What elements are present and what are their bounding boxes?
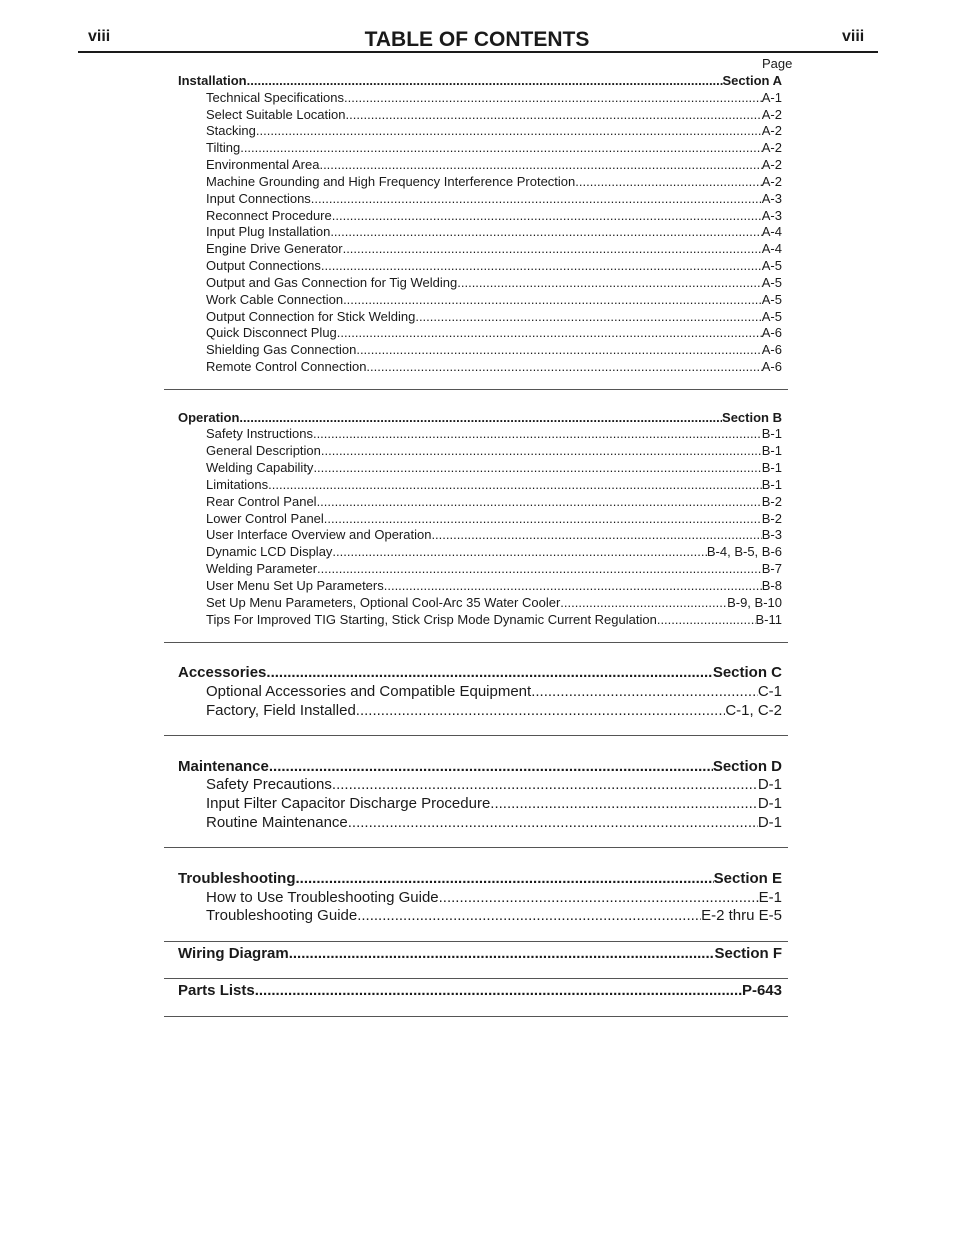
toc-page: A-1 [761,90,782,105]
dot-leader [240,140,762,155]
toc-label: Output and Gas Connection for Tig Welding [206,275,458,290]
toc-item[interactable] [206,174,782,189]
toc-label: Machine Grounding and High Frequency Interference Protection [206,174,576,189]
toc-label: Engine Drive Generator [206,241,343,256]
toc-item[interactable] [206,776,782,793]
toc-item[interactable] [206,511,782,526]
dot-leader [457,275,762,290]
toc-item[interactable] [206,561,782,576]
section-divider [164,941,788,942]
toc-page: A-2 [761,107,782,122]
dot-leader [269,758,713,775]
section-divider [164,1016,788,1017]
dot-leader [311,191,762,206]
dot-leader [366,359,761,374]
toc-page: B-1 [761,443,782,458]
toc-page: A-5 [761,309,782,324]
toc-item[interactable] [206,258,782,273]
dot-leader [415,309,761,324]
dot-leader [268,477,762,492]
toc-label: Lower Control Panel [206,511,324,526]
toc-item[interactable] [206,814,782,831]
toc-label: Shielding Gas Connection [206,342,357,357]
toc-page: B-8 [761,578,782,593]
toc-item[interactable] [206,359,782,374]
toc-label: Tilting [206,140,241,155]
toc-page: B-4, B-5, B-6 [706,544,782,559]
toc-label: Reconnect Procedure [206,208,332,223]
toc-label: Operation [178,410,240,425]
toc-section-parts-lists[interactable] [178,982,782,999]
dot-leader [356,702,726,719]
toc-label: User Menu Set Up Parameters [206,578,384,593]
dot-leader [332,776,758,793]
page-number-right: viii [842,28,865,45]
toc-page: A-6 [761,325,782,340]
dot-leader [348,814,758,831]
dot-leader [324,511,762,526]
toc-page: A-2 [761,174,782,189]
toc-label: Factory, Field Installed [206,702,356,719]
toc-label: Parts Lists [178,982,255,999]
toc-label: Output Connections [206,258,321,273]
toc-label: Welding Capability [206,460,314,475]
toc-item[interactable] [206,426,782,441]
toc-label: User Interface Overview and Operation [206,527,432,542]
toc-page: B-1 [761,460,782,475]
dot-leader [330,224,761,239]
page-number-left: viii [88,28,111,45]
toc-page: Section C [712,664,782,681]
dot-leader [332,544,706,559]
toc-item[interactable] [206,292,782,307]
toc-item[interactable] [206,494,782,509]
toc-page: Section E [713,870,782,887]
toc-section-installation[interactable] [178,73,782,88]
toc-item[interactable] [206,241,782,256]
toc-page: A-5 [761,292,782,307]
toc-label: Input Filter Capacitor Discharge Procedure [206,795,491,812]
dot-leader [344,90,762,105]
dot-leader [332,208,762,223]
toc-page: B-7 [761,561,782,576]
toc-page: B-3 [761,527,782,542]
toc-label: Optional Accessories and Compatible Equipment [206,683,532,700]
toc-item[interactable] [206,208,782,223]
dot-leader [239,410,722,425]
toc-item[interactable] [206,595,782,610]
dot-leader [337,325,762,340]
dot-leader [256,123,762,138]
dot-leader [289,945,715,962]
dot-leader [321,443,762,458]
toc-label: Select Suitable Location [206,107,346,122]
toc-section-troubleshooting[interactable] [178,870,782,887]
toc-item[interactable] [206,275,782,290]
toc-label: Stacking [206,123,256,138]
toc-page: A-4 [761,241,782,256]
dot-leader [255,982,742,999]
toc-label: Set Up Menu Parameters, Optional Cool-Arc 35 Water Cooler [206,595,561,610]
toc-page: B-11 [755,612,782,627]
toc-item[interactable] [206,443,782,458]
toc-item[interactable] [206,90,782,105]
dot-leader [384,578,762,593]
toc-label: Safety Instructions [206,426,313,441]
toc-label: Installation [178,73,247,88]
toc-section-wiring-diagram[interactable] [178,945,782,962]
toc-page: Section B [722,410,782,425]
toc-item[interactable] [206,612,782,627]
toc-item[interactable] [206,140,782,155]
toc-label: Welding Parameter [206,561,318,576]
dot-leader [575,174,761,189]
dot-leader [317,561,762,576]
dot-leader [343,241,762,256]
toc-page: D-1 [757,776,782,793]
toc-label: Technical Specifications [206,90,345,105]
toc-label: Maintenance [178,758,269,775]
toc-page: B-1 [761,426,782,441]
toc-label: Tips For Improved TIG Starting, Stick Crisp Mode Dynamic Current Regulation [206,612,657,627]
toc-item[interactable] [206,702,782,719]
dot-leader [490,795,758,812]
page-column-label: Page [762,56,793,71]
toc-label: Wiring Diagram [178,945,289,962]
toc-page: A-6 [761,342,782,357]
toc-page: B-9, B-10 [727,595,782,610]
toc-label: Input Plug Installation [206,224,331,239]
toc-label: Quick Disconnect Plug [206,325,337,340]
dot-leader [321,258,762,273]
toc-item[interactable] [206,683,782,700]
toc-page: A-6 [761,359,782,374]
toc-item[interactable] [206,325,782,340]
toc-item[interactable] [206,191,782,206]
toc-item[interactable] [206,309,782,324]
toc-item[interactable] [206,460,782,475]
toc-page: A-4 [761,224,782,239]
dot-leader [657,612,756,627]
toc-page: A-2 [761,140,782,155]
toc-page: A-2 [761,157,782,172]
toc-item[interactable] [206,795,782,812]
dot-leader [319,157,761,172]
toc-item[interactable] [206,578,782,593]
toc-page: A-2 [761,123,782,138]
toc-label: Dynamic LCD Display [206,544,333,559]
toc-label: Limitations [206,477,269,492]
page-title: TABLE OF CONTENTS [364,28,590,51]
toc-item[interactable] [206,527,782,542]
toc-page: D-1 [757,814,782,831]
dot-leader [343,292,762,307]
dot-leader [266,664,712,681]
toc-page: B-2 [761,494,782,509]
dot-leader [296,870,714,887]
toc-section-accessories[interactable] [178,664,782,681]
toc-item[interactable] [206,224,782,239]
toc-label: Routine Maintenance [206,814,348,831]
toc-page: B-2 [761,511,782,526]
toc-page: P-643 [741,982,782,999]
section-divider [164,642,788,643]
toc-label: Environmental Area [206,157,320,172]
toc-page: E-1 [758,889,782,906]
toc-page: Section A [722,73,782,88]
toc-label: Troubleshooting Guide [206,907,358,924]
dot-leader [317,494,762,509]
toc-item[interactable] [206,157,782,172]
dot-leader [431,527,761,542]
toc-page: A-5 [761,258,782,273]
toc-page: C-1, C-2 [725,702,782,719]
toc-item[interactable] [206,889,782,906]
toc-label: Accessories [178,664,267,681]
toc-item[interactable] [206,107,782,122]
toc-page: A-3 [761,208,782,223]
dot-leader [313,426,762,441]
toc-label: General Description [206,443,321,458]
toc-section-operation[interactable] [178,410,782,425]
toc-page: E-2 thru E-5 [701,907,782,924]
toc-label: Rear Control Panel [206,494,317,509]
dot-leader [247,73,723,88]
toc-item[interactable] [206,544,782,559]
toc-item[interactable] [206,342,782,357]
toc-label: How to Use Troubleshooting Guide [206,889,439,906]
dot-leader [357,907,701,924]
dot-leader [439,889,759,906]
toc-item[interactable] [206,907,782,924]
toc-page: Section F [714,945,782,962]
dot-leader [356,342,761,357]
section-divider [164,978,788,979]
dot-leader [313,460,761,475]
toc-page: C-1 [757,683,782,700]
toc-section-maintenance[interactable] [178,758,782,775]
toc-page: A-5 [761,275,782,290]
toc-item[interactable] [206,123,782,138]
section-divider [164,847,788,848]
dot-leader [345,107,761,122]
toc-item[interactable] [206,477,782,492]
toc-label: Safety Precautions [206,776,332,793]
toc-label: Remote Control Connection [206,359,367,374]
dot-leader [560,595,727,610]
toc-page: D-1 [757,795,782,812]
section-divider [164,735,788,736]
toc-page: A-3 [761,191,782,206]
toc-label: Output Connection for Stick Welding [206,309,416,324]
dot-leader [531,683,758,700]
toc-page: B-1 [761,477,782,492]
toc-label: Troubleshooting [178,870,296,887]
section-divider [164,389,788,390]
toc-page: Section D [712,758,782,775]
toc-label: Input Connections [206,191,311,206]
toc-label: Work Cable Connection [206,292,344,307]
header-rule [78,51,878,53]
